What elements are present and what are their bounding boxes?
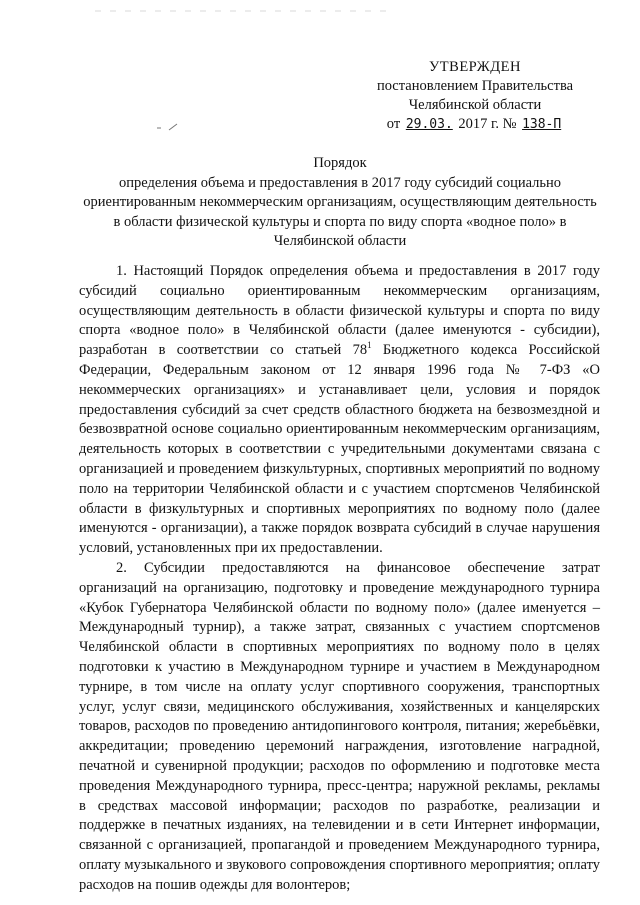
approval-year: 2017 г. № [458,116,517,132]
paragraph-1-text-a: 1. Настоящий Порядок определения объема и предоставления в 2017 году субсидий социально ориентированным некоммерческим организациям, осуществляющим деятельность в области физической культуры и спорта по виду спорта «водное поло» в Челябинской области (далее именуются - субсидии), разработан в соответствии со статьей 78 [79,263,600,359]
paragraph-1-text-b: Бюджетного кодекса Российской Федерации, Федеральным законом от 12 января 1996 года № 7-ФЗ «О некоммерческих организациях» и устанавливает цели, условия и порядок предоставления субсидий за счет средств областного бюджета на безвозмездной и безвозвратной основе социально ориентированным некоммерческим организациям, деятельность которых в соответствии с учредительными документами связана с организацией и проведением физкультурных, спортивных мероприятий по водному поло на территории Челябинской области и с участием спортсменов Челябинской области в физкультурных и спортивных мероприятиях по водному поло (далее именуются - организации), а также порядок возврата субсидий в случае нарушения условий, установленных при их предоставлении. [79,342,600,557]
approval-stamp: УТВЕРЖДЕН [429,59,521,75]
approval-number-line [360,115,590,134]
paragraph-1-superscript: 1 [367,340,372,351]
approval-date: 29.03. [405,117,453,132]
paragraph-1 [79,262,600,559]
approval-block [360,58,590,134]
approval-prefix: от [386,116,401,132]
title-subtitle: определения объема и предоставления в 2017 году субсидий социально ориентированным некоммерческим организациям, осуществляющим деятельность в области физической культуры и спорта по виду спорта «водное поло» в Челябинской области [83,174,597,249]
document-title [80,154,600,252]
document-body [79,262,600,896]
scan-artifact-top [95,8,395,14]
scan-artifact-mark [155,122,181,132]
title-heading: Порядок [313,155,367,171]
approval-line-1: постановлением Правительства [376,78,574,94]
paragraph-2: 2. Субсидии предоставляются на финансовое обеспечение затрат организаций на организацию, подготовку и проведение международного турнира «Кубок Губернатора Челябинской области по водному поло» (далее именуется – Международный турнир), а также затрат, связанных с участием спортсменов Челябинской области в спортивных мероприятиях по водному поло в целях подготовки к участию в Международном турнире и участием в Международном турнире, в том числе на оплату услуг спортивного сооружения, транспортных услуг, услуг связи, медицинского обслуживания, хозяйственных и канцелярских товаров, расходов по проведению антидопингового контроля, питания; жеребьёвки, аккредитации; проведению церемоний награждения, изготовление наградной, печатной и сувенирной продукции; расходов по оформлению и подготовке места проведения Международного турнира, пресс-центра; наружной рекламы, рекламы в средствах массовой информации; расходов по разработке, реализации и поддержке в печатных изданиях, на телевидении и в сети Интернет информации, связанной с организацией, пропагандой и проведением Международного турнира, оплату музыкального и звукового сопровождения спортивного мероприятия; оплату расходов на пошив одежды для волонтеров; [79,559,600,893]
approval-number: 138-П [522,117,562,132]
approval-line-2: Челябинской области [408,97,542,113]
